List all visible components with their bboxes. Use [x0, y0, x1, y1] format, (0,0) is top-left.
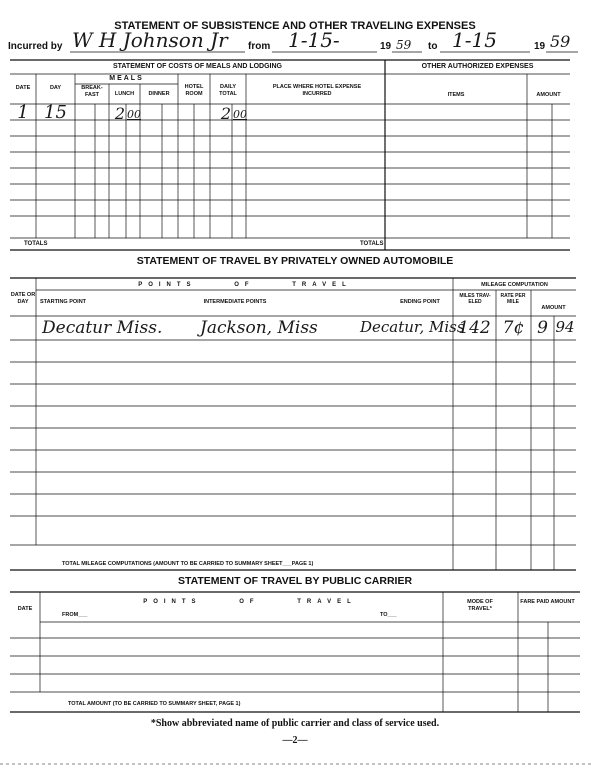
footnote: *Show abbreviated name of public carrier and class of service used.	[150, 718, 440, 729]
incurred-by-label: Incurred by	[8, 41, 63, 52]
auto-row-intermediate: Jackson, Miss	[200, 318, 318, 338]
col-day: DAY	[49, 85, 62, 91]
pc-col-mode: MODE OF TRAVEL*	[467, 599, 493, 612]
col-date: DATE	[15, 85, 31, 91]
auto-col-date: DATE OR DAY	[10, 292, 36, 305]
year-suffix-1: 59	[396, 38, 412, 52]
auto-row-rate: 7¢	[502, 318, 525, 338]
meal-row-lunch-dollars: 2	[114, 104, 125, 123]
auto-col-rate: RATE PER MILE	[500, 293, 526, 305]
auto-row-ending: Decatur, Miss	[360, 318, 465, 336]
auto-row-amount-cents: 94	[555, 318, 575, 336]
auto-col-ending: ENDING POINT	[400, 299, 440, 305]
meal-row-total-cents: 00	[233, 108, 247, 121]
col-daily-total: DAILY TOTAL	[219, 84, 237, 97]
form-title: STATEMENT OF SUBSISTENCE AND OTHER TRAVELING EXPENSES	[114, 20, 476, 32]
mileage-computation-label: MILEAGE COMPUTATION	[481, 282, 548, 288]
auto-col-miles: MILES TRAV-ELED	[459, 293, 491, 305]
col-amount: AMOUNT	[536, 92, 561, 98]
incurred-by-value: W H Johnson Jr	[72, 28, 228, 52]
auto-col-amount: AMOUNT	[541, 305, 566, 311]
year-suffix-2: 59	[550, 32, 571, 51]
year-prefix-1: 19	[380, 41, 392, 52]
auto-col-intermediate: INTERMEDIATE POINTS	[203, 299, 267, 305]
meals-totals-label: TOTALS	[24, 241, 48, 247]
meal-row-date: 1	[17, 102, 29, 123]
meals-section-title: STATEMENT OF COSTS OF MEALS AND LODGING	[112, 63, 283, 70]
auto-points-of-travel: POINTS OF TRAVEL	[138, 282, 352, 288]
meals-group-label: MEALS	[109, 75, 144, 82]
pc-col-date: DATE	[17, 606, 33, 612]
col-dinner: DINNER	[148, 91, 170, 97]
meal-row-day: 15	[44, 102, 67, 123]
col-place: PLACE WHERE HOTEL EXPENSE INCURRED	[272, 84, 362, 97]
public-carrier-title: STATEMENT OF TRAVEL BY PUBLIC CARRIER	[177, 575, 413, 587]
col-lunch: LUNCH	[114, 91, 135, 97]
col-hotel-room: HOTEL ROOM	[184, 84, 204, 97]
meal-row-total-dollars: 2	[220, 104, 231, 123]
auto-col-starting: STARTING POINT	[40, 299, 87, 305]
pc-points-of-travel: POINTS OF TRAVEL	[143, 599, 357, 605]
year-prefix-2: 19	[534, 41, 546, 52]
auto-row-starting: Decatur Miss.	[42, 318, 163, 338]
pc-total-label: TOTAL AMOUNT (TO BE CARRIED TO SUMMARY SHEET, PAGE 1)	[68, 701, 241, 707]
other-totals-label: TOTALS	[360, 241, 384, 247]
other-expenses-title: OTHER AUTHORIZED EXPENSES	[421, 63, 534, 70]
from-date-value: 1-15-	[288, 28, 340, 52]
col-items: ITEMS	[447, 92, 465, 98]
pc-to-label: TO___	[380, 612, 397, 618]
auto-total-label: TOTAL MILEAGE COMPUTATIONS (AMOUNT TO BE CARRIED TO SUMMARY SHEET___PAGE 1)	[62, 561, 314, 567]
to-label: to	[428, 41, 438, 52]
from-label: from	[248, 41, 271, 52]
meal-row-lunch-cents: 00	[127, 108, 141, 121]
auto-row-miles: 142	[458, 318, 491, 338]
pc-col-fare: FARE PAID AMOUNT	[520, 599, 575, 605]
auto-section-title: STATEMENT OF TRAVEL BY PRIVATELY OWNED AUTOMOBILE	[136, 255, 454, 267]
auto-row-amount-dollars: 9	[537, 318, 548, 338]
col-breakfast: BREAK-FAST	[81, 85, 103, 98]
to-date-value: 1-15	[452, 28, 497, 52]
pc-from-label: FROM___	[62, 612, 88, 618]
page-number: —2—	[282, 735, 308, 746]
